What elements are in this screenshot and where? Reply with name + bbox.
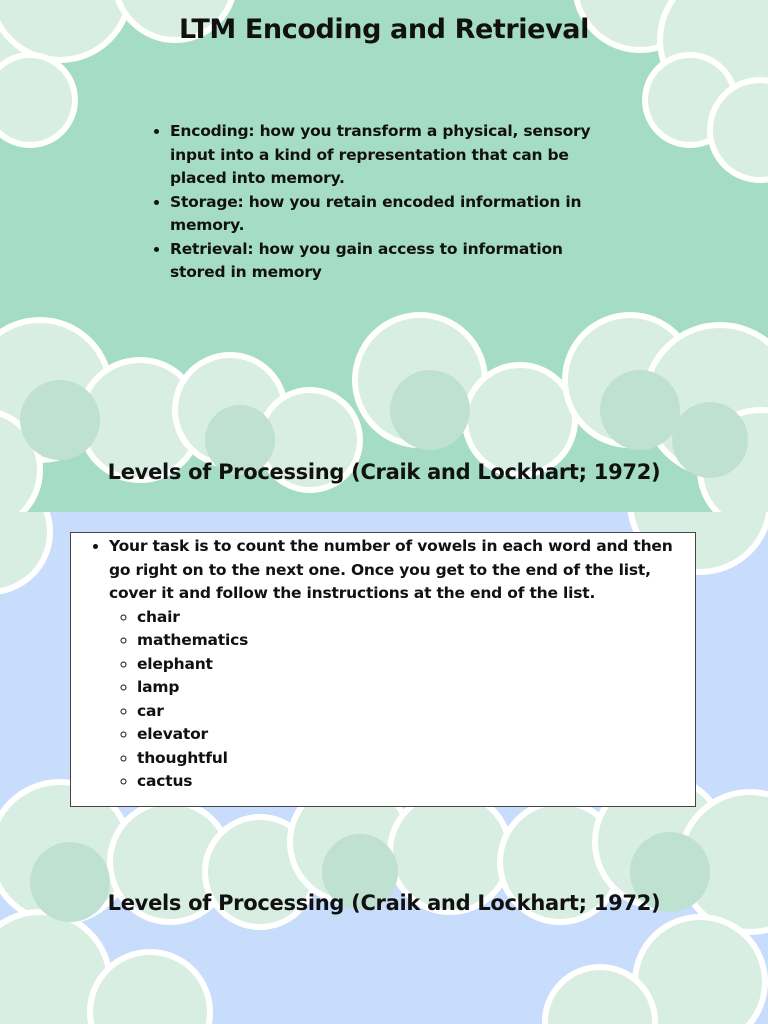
task-box: [70, 532, 696, 807]
word-item: ◦ mathematics: [137, 629, 681, 653]
list-item-retrieval: • Retrieval: how you gain access to information stored in memory: [170, 238, 610, 285]
word-item: ◦ car: [137, 700, 681, 724]
word-item: ◦ chair: [137, 606, 681, 630]
list-item-storage: • Storage: how you retain encoded information in memory.: [170, 191, 610, 238]
word-item: ◦ lamp: [137, 676, 681, 700]
word-item: ◦ elevator: [137, 723, 681, 747]
word-item: ◦ elephant: [137, 653, 681, 677]
instruction-text: Your task is to count the number of vowels in each word and then go right on to the next one. Once you get to the end of the list, cover it and follow the instructions at the end of the list.: [109, 537, 673, 602]
list-item-instruction: [109, 535, 681, 794]
word-item: ◦ thoughtful: [137, 747, 681, 771]
section-heading: Levels of Processing (Craik and Lockhart; 1972): [107, 460, 661, 484]
list-item-encoding: • Encoding: how you transform a physical, sensory input into a kind of representation that can be placed into memory.: [170, 120, 610, 191]
definitions-list: [152, 120, 610, 285]
word-item: ◦ cactus: [137, 770, 681, 794]
word-list: [109, 606, 681, 794]
section-heading: Levels of Processing (Craik and Lockhart; 1972): [107, 891, 661, 915]
task-list: [71, 533, 695, 794]
page-title: LTM Encoding and Retrieval: [179, 14, 589, 45]
